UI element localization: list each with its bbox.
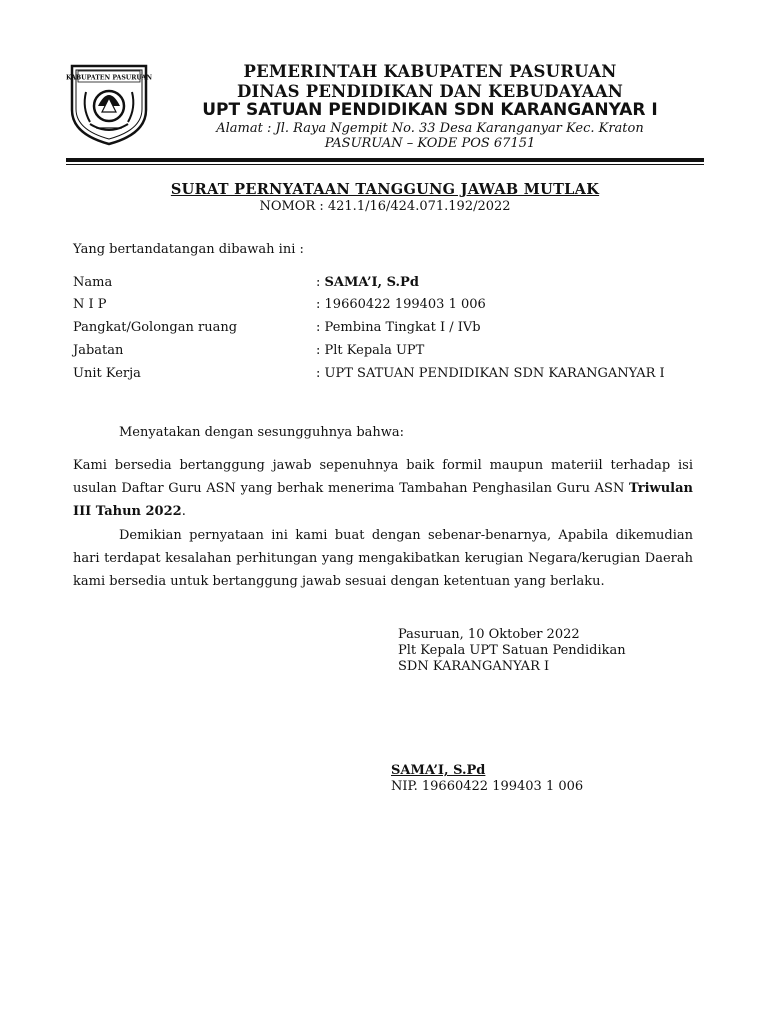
statement-text: Menyatakan dengan sesungguhnya bahwa: <box>119 425 405 440</box>
letterhead-school: UPT SATUAN PENDIDIKAN SDN KARANGANYAR I <box>202 100 658 120</box>
signatory-nip: NIP. 19660422 199403 1 006 <box>391 779 584 794</box>
document-title: SURAT PERNYATAAN TANGGUNG JAWAB MUTLAK <box>170 181 600 198</box>
paragraph-responsibility: Kami bersedia bertanggung jawab sepenuhnya baik formil maupun materiil terhadap isi usulan Daftar Guru ASN yang berhak menerima Tambahan Penghasilan Guru ASN Triwulan III Tahun 2022. <box>73 458 693 519</box>
header-divider-thick <box>66 158 704 162</box>
period-highlight: Triwulan III Tahun 2022 <box>73 481 693 519</box>
regency-logo <box>66 62 152 146</box>
letterhead-address: Alamat : Jl. Raya Ngempit No. 33 Desa Karanganyar Kec. Kraton <box>216 121 644 136</box>
header-divider-thin <box>66 164 704 165</box>
signature-position: Plt Kepala UPT Satuan Pendidikan <box>398 643 626 658</box>
signature-school: SDN KARANGANYAR I <box>398 659 550 674</box>
document-number: NOMOR : 421.1/16/424.071.192/2022 <box>259 199 511 214</box>
letterhead-city: PASURUAN – KODE POS 67151 <box>324 136 536 151</box>
field-value: : 19660422 199403 1 006 <box>316 297 486 312</box>
field-value: : UPT SATUAN PENDIDIKAN SDN KARANGANYAR I <box>316 366 665 381</box>
field-label: Nama <box>73 275 113 290</box>
field-value: : SAMA’I, S.Pd <box>316 275 419 290</box>
letterhead-department: DINAS PENDIDIKAN DAN KEBUDAYAAN <box>236 82 624 101</box>
paragraph-closing: Demikian pernyataan ini kami buat dengan sebenar-benarnya, Apabila dikemudian hari terdapat kesalahan perhitungan yang mengakibatkan kerugian Negara/kerugian Daerah kami bersedia untuk bertanggung jawab sesuai dengan ketentuan yang berlaku. <box>73 528 693 589</box>
field-label: Jabatan <box>73 343 124 358</box>
field-value: : Plt Kepala UPT <box>316 343 425 358</box>
field-label: Pangkat/Golongan ruang <box>73 320 238 335</box>
signature-place-date: Pasuruan, 10 Oktober 2022 <box>398 627 580 642</box>
field-label: N I P <box>73 297 107 312</box>
signatory-name: SAMA’I, S.Pd <box>391 763 486 778</box>
field-label: Unit Kerja <box>73 366 141 381</box>
svg-text:KABUPATEN PASURUAN: KABUPATEN PASURUAN <box>66 74 152 82</box>
intro-text: Yang bertandatangan dibawah ini : <box>73 242 304 257</box>
letterhead-government: PEMERINTAH KABUPATEN PASURUAN <box>243 62 617 81</box>
field-value: : Pembina Tingkat I / IVb <box>316 320 481 335</box>
